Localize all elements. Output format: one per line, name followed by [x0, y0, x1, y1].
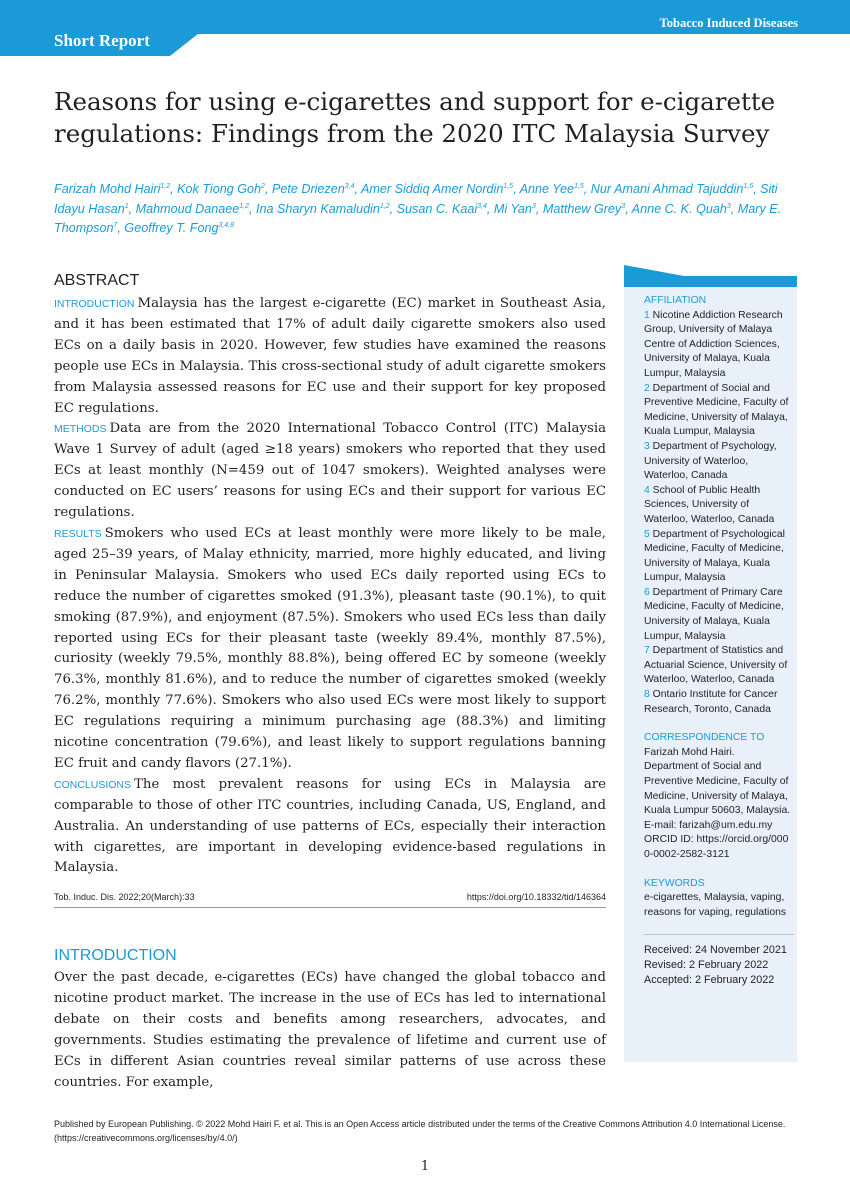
license-notice: Published by European Publishing. © 2022 Mohd Hairi F. et al. This is an Open Access article distributed under the terms of the Creative Commons Attribution 4.0 International License. (https://creativecommons.org/licenses/by/4.0/) — [54, 1119, 786, 1143]
affiliation-item: 6 Department of Primary Care Medicine, Faculty of Medicine, University of Malaya, Kuala Lumpur, Malaysia — [644, 586, 784, 642]
abstract-introduction — [54, 294, 606, 419]
keywords-heading: KEYWORDS — [644, 877, 705, 889]
sidebar-divider — [644, 934, 794, 935]
affiliation-block — [644, 294, 794, 717]
abstract-results — [54, 524, 606, 775]
author-name: Siti Idayu Hasan$^1$ — [54, 182, 778, 216]
author-name: Anne Yee$^{1,5}$ — [519, 182, 584, 196]
author-name: Kok Tiong Goh$^2$ — [177, 182, 265, 196]
section-text: The most prevalent reasons for using ECs in Malaysia are comparable to those of other ITC countries, including Canada, US, England, and Australia. An understanding of use patterns of ECs, especially their interaction with cigarettes, are important in developing evidence-based regulations in Malaysia. — [54, 776, 606, 876]
author-name: Farizah Mohd Hairi$^{1,2}$ — [54, 182, 171, 196]
abstract-body — [54, 294, 606, 879]
author-name: Ina Sharyn Kamaludin$^{1,2}$ — [255, 201, 390, 216]
section-label: CONCLUSIONS — [54, 778, 132, 791]
revised-date: Revised: 2 February 2022 — [644, 959, 769, 972]
section-text: Malaysia has the largest e-cigarette (EC) market in Southeast Asia, and it has been estimated that 17% of adult daily cigarette smokers also used ECs on a daily basis in 2020. However, few studies have examined the reasons people use ECs in Malaysia. This cross-sectional study of adult cigarette smokers from Malaysia assessed reasons for EC use and their support for key proposed EC regulations. — [54, 296, 606, 416]
affiliation-item: 3 Department of Psychology, University of Waterloo, Waterloo, Canada — [644, 440, 777, 482]
section-label: INTRODUCTION — [54, 298, 135, 310]
page-number: 1 — [420, 1159, 430, 1174]
author-name: Nur Amani Ahmad Tajuddin$^{1,6}$ — [590, 182, 754, 196]
correspondence-address: Department of Social and Preventive Medicine, Faculty of Medicine, University of Malaya, Kuala Lumpur 50603, Malaysia. — [644, 761, 791, 817]
affiliation-heading: AFFILIATION — [644, 295, 707, 306]
section-text: Smokers who used ECs at least monthly were more likely to be male, aged 25–39 years, of Malay ethnicity, married, more highly educated, and living in Peninsular Malaysia. Smokers who used ECs daily reported using ECs to reduce the number of cigarettes smoked (91.3%), pleasant taste (90.1%), to quit smoking (87.9%), and enjoyment (87.5%). Smokers who used ECs less than daily reported using ECs for their pleasant taste (weekly 89.4%, monthly 87.5%), curiosity (weekly 79.5%, monthly 88.8%), being offered EC by someone (weekly 76.3%, monthly 81.6%), and to reduce the number of cigarettes smoked (weekly 76.2%, monthly 77.6%). Smokers who also used ECs were most likely to support EC regulations requiring a minimum purchasing age (88.3%) and limiting nicotine concentration (79.6%), and least likely to support regulations banning EC fruit and candy flavors (27.1%). — [54, 525, 606, 771]
keywords-block — [644, 877, 794, 921]
affiliation-item: 5 Department of Psychological Medicine, Faculty of Medicine, University of Malaya, Kuala Lumpur, Malaysia — [644, 528, 785, 584]
correspondence-orcid[interactable]: ORCID ID: https://orcid.org/0000-0002-2582-3121 — [644, 834, 789, 860]
affiliation-item: 4 School of Public Health Sciences, University of Waterloo, Waterloo, Canada — [644, 484, 775, 525]
correspondence-email[interactable]: E-mail: farizah@um.edu.my — [644, 819, 773, 831]
introduction-heading: INTRODUCTION — [54, 947, 177, 964]
section-label: RESULTS — [54, 527, 102, 540]
correspondence-name: Farizah Mohd Hairi. — [644, 746, 735, 758]
author-name: Mi Yan$^3$ — [493, 201, 536, 216]
affiliation-item: 7 Department of Statistics and Actuarial Science, University of Waterloo, Waterloo, Canada — [644, 645, 788, 686]
affiliation-item: 2 Department of Social and Preventive Medicine, Faculty of Medicine, University of Malaya, Kuala Lumpur, Malaysia — [644, 382, 789, 438]
article-title: Reasons for using e-cigarettes and support for e-cigarette regulations: Findings from the 2020 ITC Malaysia Survey — [54, 87, 776, 148]
affiliation-item: 1 Nicotine Addiction Research Group, University of Malaya Centre of Addiction Sciences, University of Malaya, Kuala Lumpur, Malaysia — [644, 309, 783, 379]
correspondence-block — [644, 731, 794, 862]
section-label: METHODS — [54, 423, 107, 436]
abstract-conclusions — [54, 775, 606, 880]
correspondence-heading: CORRESPONDENCE TO — [644, 732, 765, 744]
affiliation-list — [644, 309, 794, 718]
author-name: Matthew Grey$^3$ — [542, 201, 626, 216]
affiliation-item: 8 Ontario Institute for Cancer Research, Toronto, Canada — [644, 689, 778, 715]
sidebar-accent-bar — [624, 276, 797, 287]
received-date: Received: 24 November 2021 — [644, 944, 787, 957]
journal-name: Tobacco Induced Diseases — [659, 16, 798, 30]
author-name: Amer Siddiq Amer Nordin$^{1,5}$ — [361, 182, 514, 196]
citation-ref: Tob. Induc. Dis. 2022;20(March):33 — [54, 892, 195, 902]
doi-link[interactable]: https://doi.org/10.18332/tid/146364 — [466, 892, 606, 902]
abstract-heading: ABSTRACT — [54, 272, 140, 289]
sidebar-panel — [624, 276, 797, 1062]
author-name: Mary E. Thompson$^7$ — [54, 201, 782, 235]
article-type-label: Short Report — [54, 31, 150, 50]
author-name: Anne C. K. Quah$^3$ — [631, 201, 731, 216]
keywords-text: e-cigarettes, Malaysia, vaping, reasons for vaping, regulations — [644, 892, 787, 918]
accepted-date: Accepted: 2 February 2022 — [644, 974, 775, 987]
introduction-text: Over the past decade, e-cigarettes (ECs) have changed the global tobacco and nicotine product market. The increase in the use of ECs has led to international debate on their costs and benefits among researchers, advocates, and governments. Studies estimating the prevalence of lifetime and current use of ECs in different Asian countries reveal similar patterns of use across these countries. For example, — [54, 970, 606, 1090]
author-name: Pete Driezen$^{3,4}$ — [271, 182, 355, 196]
citation-line — [54, 892, 606, 908]
section-text: Data are from the 2020 International Tobacco Control (ITC) Malaysia Wave 1 Survey of adult (aged ≥18 years) smokers who reported that they used ECs at least monthly (N=459 out of 1047 smokers). Weighted analyses were conducted on EC users’ reasons for using ECs and their support for various EC regulations. — [54, 421, 606, 521]
author-name: Geoffrey T. Fong$^{3,4,8}$ — [124, 221, 235, 235]
sidebar-content — [644, 294, 794, 988]
author-name: Susan C. Kaai$^{3,4}$ — [396, 201, 487, 216]
abstract-methods — [54, 419, 606, 524]
author-list: Farizah Mohd Hairi$^{1,2}$, Kok Tiong Goh$^2$, Pete Driezen$^{3,4}$, Amer Siddiq Amer Nordin$^{1,5}$, Anne Yee$^{1,5}$, Nur Amani Ahmad Tajuddin$^{1,6}$, Siti Idayu Hasan$^1$, Mahmoud Danaee$^{1,2}$, Ina Sharyn Kamaludin$^{1,2}$, Susan C. Kaai$^{3,4}$, Mi Yan$^3$, Matthew Grey$^3$, Anne C. K. Quah$^3$, Mary E. Thompson$^7$, Geoffrey T. Fong$^{3,4,8}$ — [54, 182, 782, 235]
author-name: Mahmoud Danaee$^{1,2}$ — [135, 201, 249, 216]
dates-block — [644, 943, 794, 988]
